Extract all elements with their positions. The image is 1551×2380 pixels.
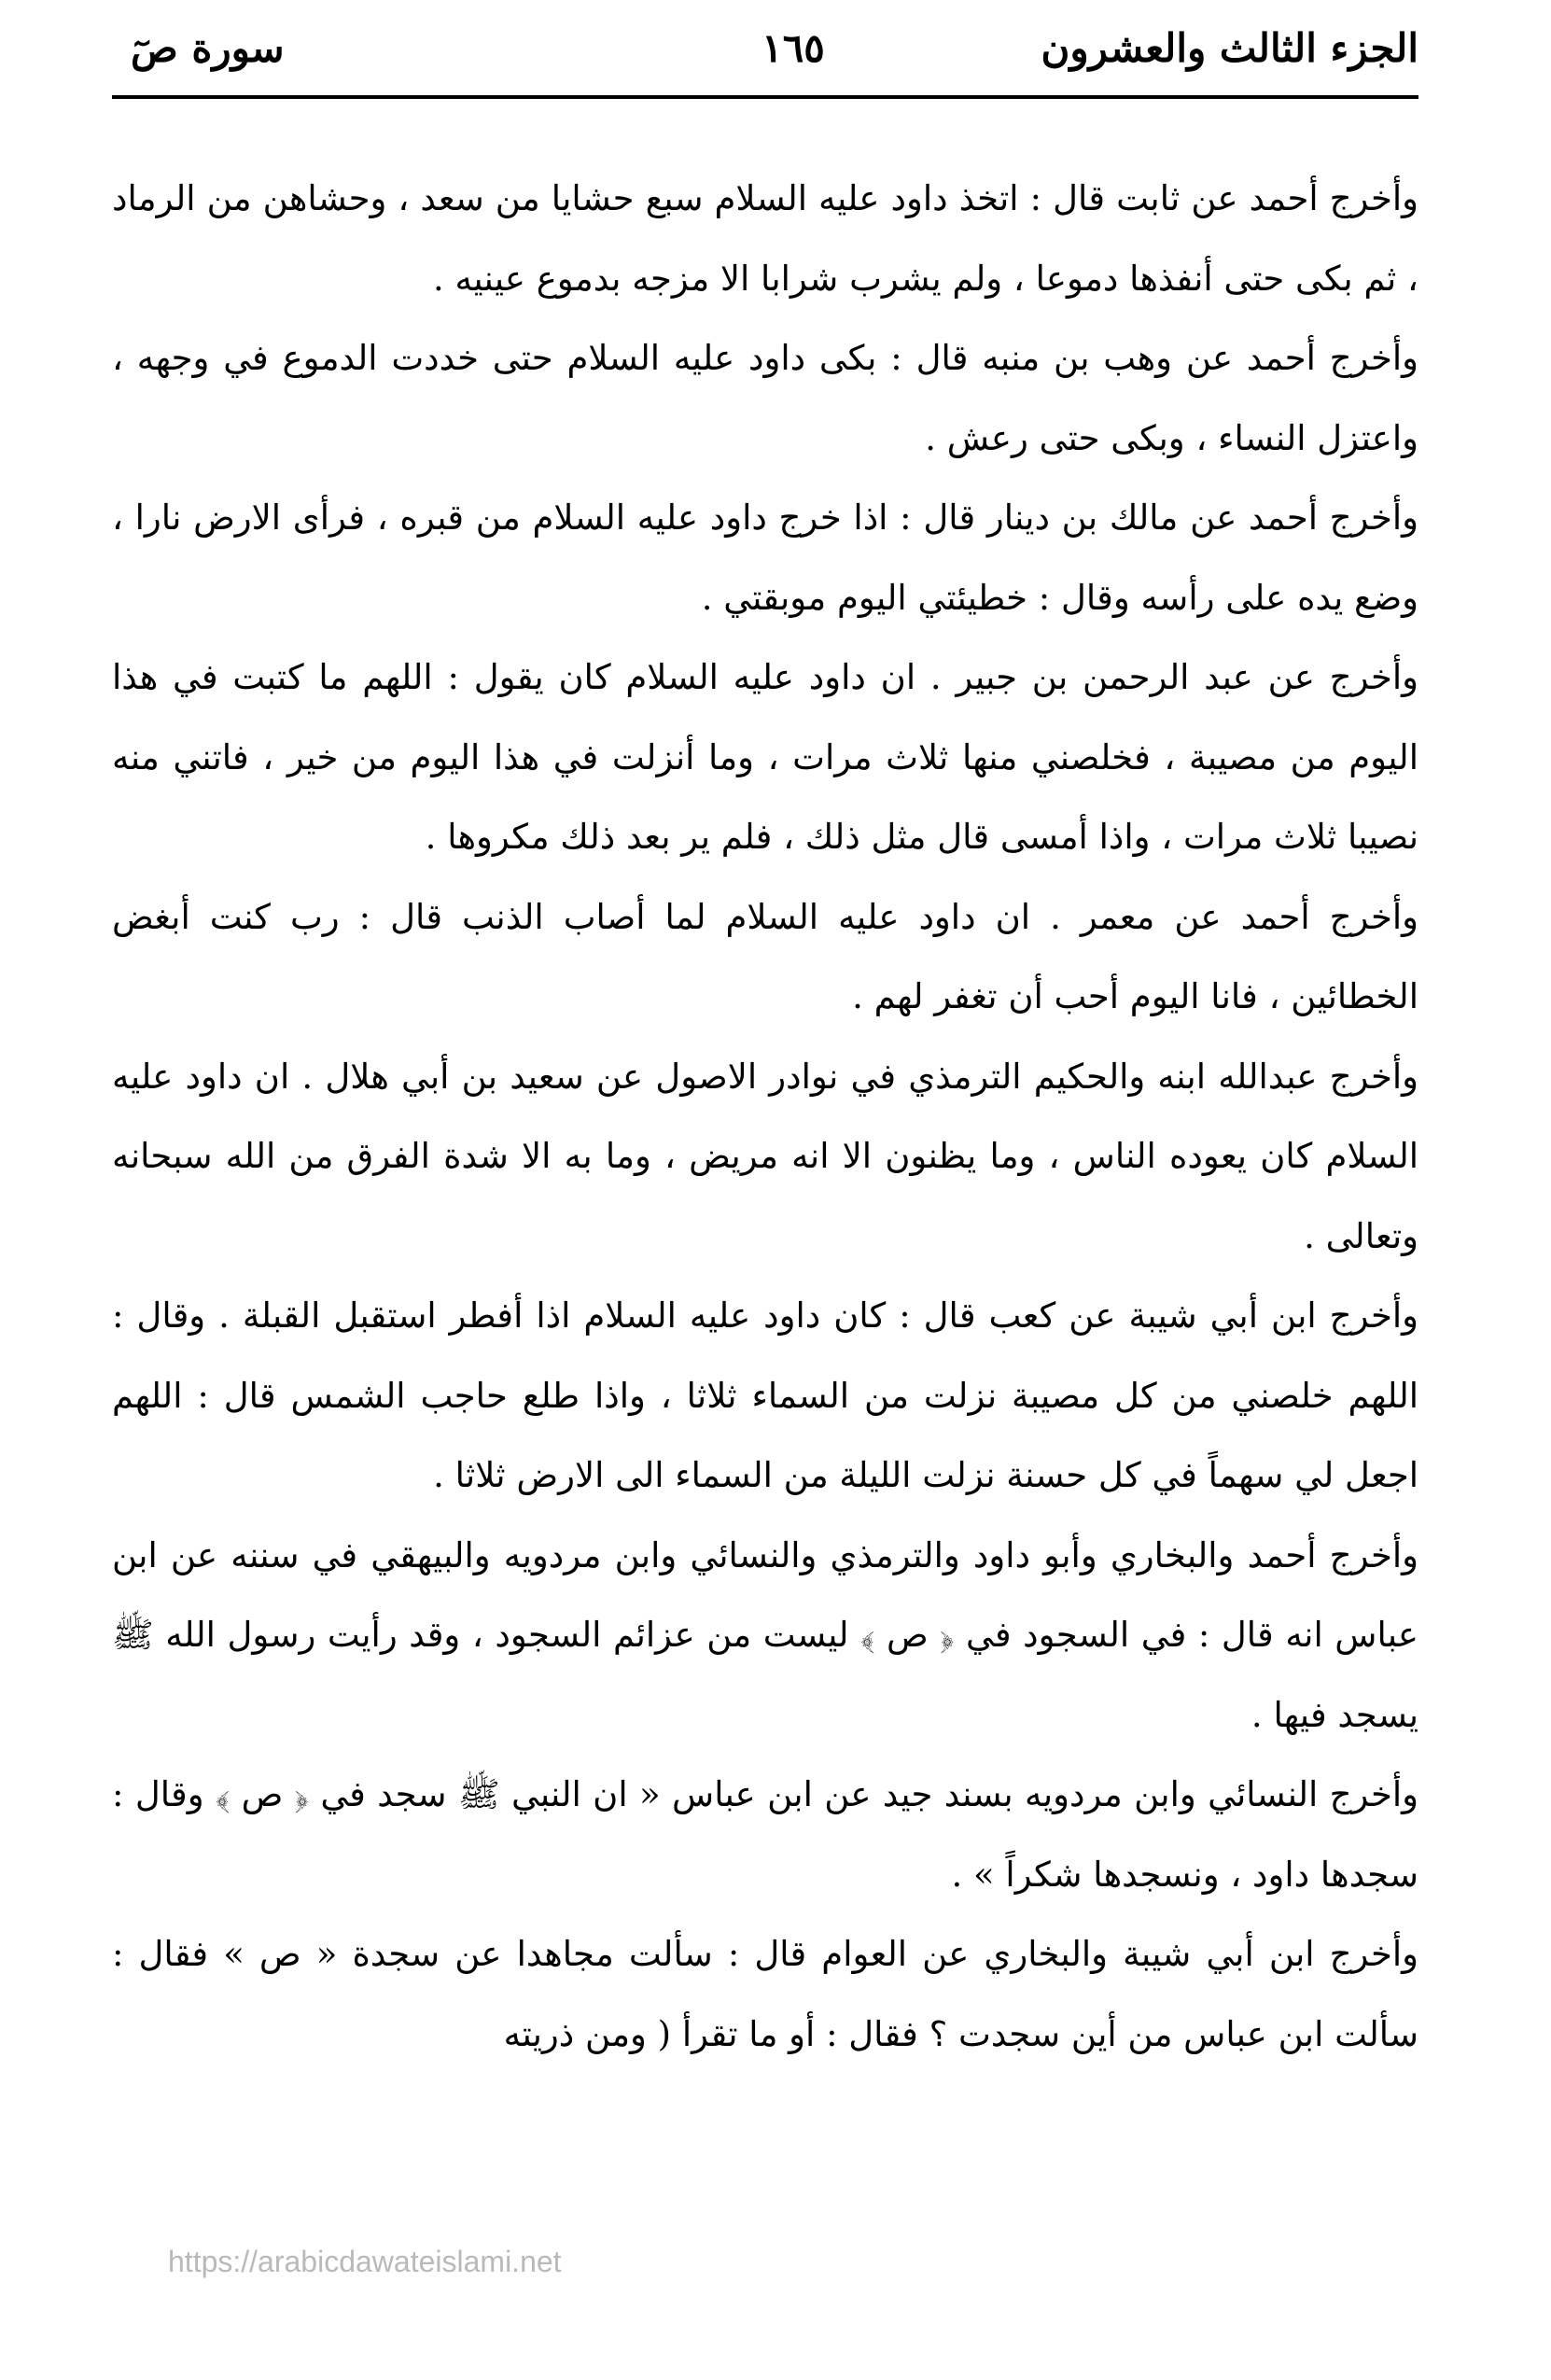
paragraph-9: وأخرج النسائي وابن مردويه بسند جيد عن ابن عباس « ان النبي ﷺ سجد في ﴿ ص ﴾ وقال : سجدها داود ، ونسجدها شكراً » .: [112, 1774, 1418, 1895]
watermark-url: https://arabicdawateislami.net: [168, 2245, 562, 2278]
paragraph-1: وأخرج أحمد عن ثابت قال : اتخذ داود عليه السلام سبع حشايا من سعد ، وحشاهن من الرماد ، ثم بكى حتى أنفذها دموعا ، ولم يشرب شرابا الا مزجه بدموع عينيه .: [112, 178, 1418, 299]
paragraph-10: وأخرج ابن أبي شيبة والبخاري عن العوام قال : سألت مجاهدا عن سجدة « ص » فقال : سألت ابن عباس من أين سجدت ؟ فقال : أو ما تقرأ ( ومن ذريته: [112, 1934, 1418, 2054]
paragraph-4: وأخرج عن عبد الرحمن بن جبير . ان داود عليه السلام كان يقول : اللهم ما كتبت في هذا اليوم من مصيبة ، فخلصني منها ثلاث مرات ، وما أنزلت في هذا اليوم من خير ، فاتني منه نصيبا ثلاث مرات ، واذا أمسى قال مثل ذلك ، فلم ير بعد ذلك مكروها .: [112, 657, 1418, 857]
part-title: الجزء الثالث والعشرون: [1041, 25, 1418, 71]
paragraph-7: وأخرج ابن أبي شيبة عن كعب قال : كان داود عليه السلام اذا أفطر استقبل القبلة . وقال : اللهم خلصني من كل مصيبة نزلت من السماء ثلاثا ، واذا طلع حاجب الشمس قال : اللهم اجعل لي سهماً في كل حسنة نزلت الليلة من السماء الى الارض ثلاثا .: [112, 1295, 1418, 1495]
page-header: [112, 21, 1418, 77]
book-page: [112, 0, 1418, 2380]
surah-title: سورة صٓ: [131, 25, 285, 71]
page-body: [112, 159, 1418, 2074]
paragraph-5: وأخرج أحمد عن معمر . ان داود عليه السلام لما أصاب الذنب قال : رب كنت أبغض الخطائين ، فانا اليوم أحب أن تغفر لهم .: [112, 896, 1418, 1016]
paragraph-8: وأخرج أحمد والبخاري وأبو داود والترمذي والنسائي وابن مردويه والبيهقي في سننه عن ابن عباس انه قال : في السجود في ﴿ ص ﴾ ليست من عزائم السجود ، وقد رأيت رسول الله ﷺ يسجد فيها .: [112, 1534, 1418, 1735]
page-number: ١٦٥: [762, 25, 825, 71]
paragraph-3: وأخرج أحمد عن مالك بن دينار قال : اذا خرج داود عليه السلام من قبره ، فرأى الارض نارا ، وضع يده على رأسه وقال : خطيئتي اليوم موبقتي .: [112, 497, 1418, 618]
paragraph-6: وأخرج عبدالله ابنه والحكيم الترمذي في نوادر الاصول عن سعيد بن أبي هلال . ان داود عليه السلام كان يعوده الناس ، وما يظنون الا انه مريض ، وما به الا شدة الفرق من الله سبحانه وتعالى .: [112, 1056, 1418, 1256]
paragraph-2: وأخرج أحمد عن وهب بن منبه قال : بكى داود عليه السلام حتى خددت الدموع في وجهه ، واعتزل النساء ، وبكى حتى رعش .: [112, 338, 1418, 458]
header-rule: [112, 95, 1418, 99]
